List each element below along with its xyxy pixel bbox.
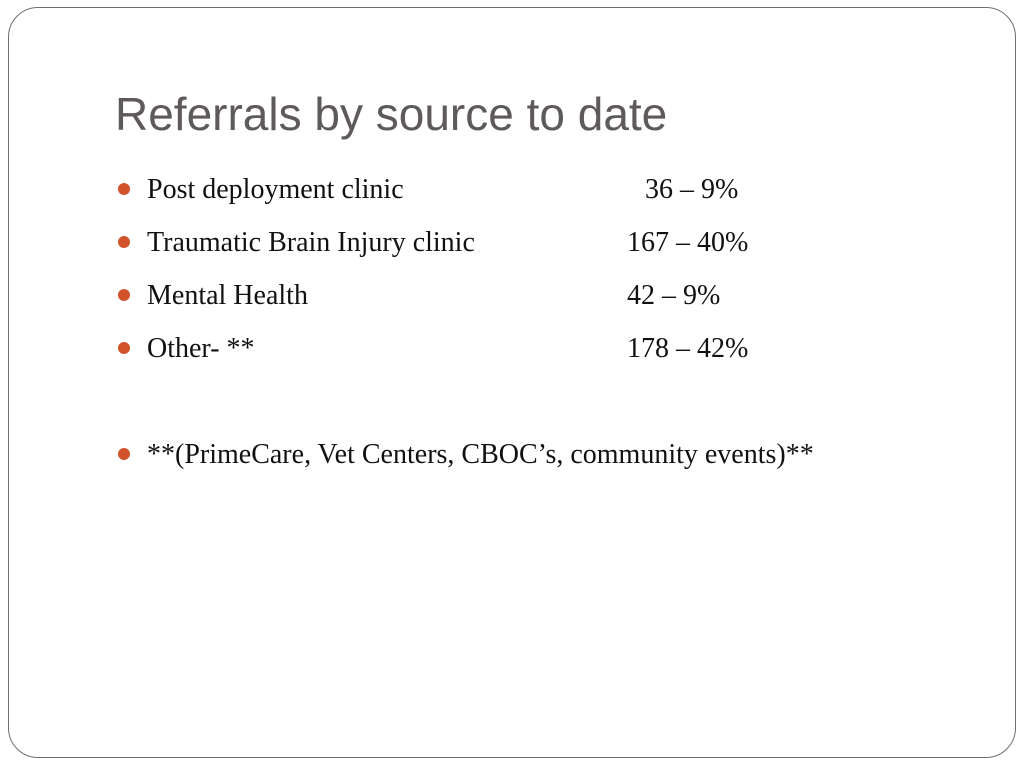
bullet-dot-icon: [118, 342, 130, 354]
referral-source-label: Post deployment clinic: [147, 174, 404, 205]
referral-count-value: 42 – 9%: [627, 280, 721, 311]
list-item: [115, 331, 995, 367]
slide-frame: [8, 7, 1016, 758]
referral-source-label: Mental Health: [147, 280, 308, 311]
referral-count-value: 178 – 42%: [627, 333, 749, 364]
referral-source-label: Traumatic Brain Injury clinic: [147, 227, 475, 258]
list-item: [115, 278, 995, 314]
bullet-dot-icon: [118, 289, 130, 301]
slide-title: Referrals by source to date: [115, 88, 668, 140]
footnote-label: **(PrimeCare, Vet Centers, CBOC’s, community events)**: [147, 439, 814, 470]
list-item: [115, 437, 995, 473]
referral-count-value: 36 – 9%: [645, 174, 739, 205]
referral-source-label: Other- **: [147, 333, 255, 364]
bullet-dot-icon: [118, 236, 130, 248]
list-item: [115, 225, 995, 261]
list-item: [115, 172, 995, 208]
bullet-dot-icon: [118, 183, 130, 195]
bullet-dot-icon: [118, 448, 130, 460]
referral-count-value: 167 – 40%: [627, 227, 749, 258]
